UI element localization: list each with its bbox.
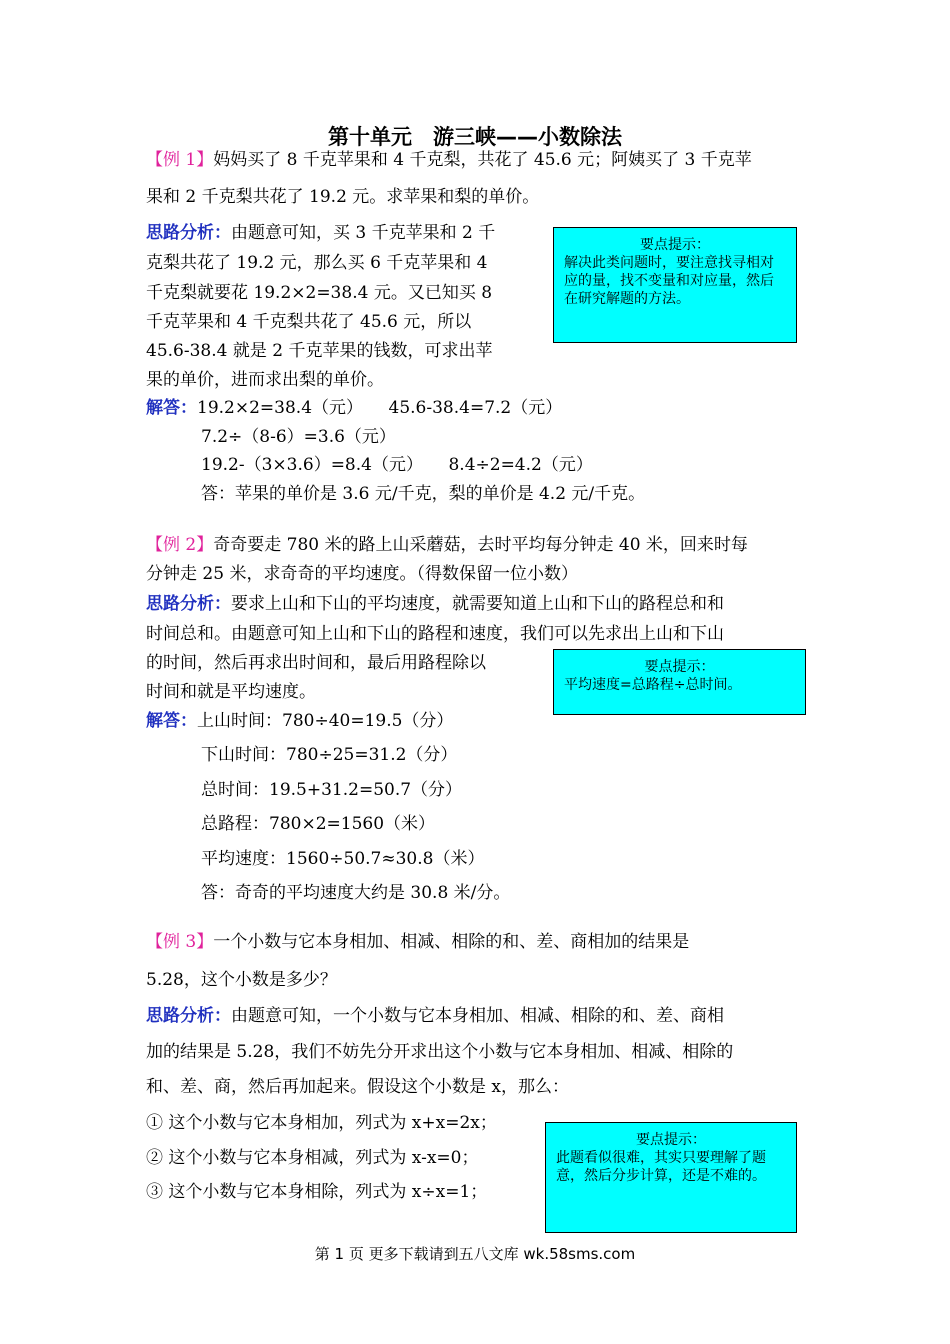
example-3-tip-box <box>545 1122 797 1233</box>
tip-title: 要点提示： <box>636 1132 706 1148</box>
example-1-solution-line-1: 解答：19.2×2=38.4（元） 45.6-38.4=7.2（元） <box>146 398 563 418</box>
example-3-analysis-line-1: 思路分析：由题意可知，一个小数与它本身相加、相减、相除的和、差、商相 <box>146 1006 724 1026</box>
example-2-tip-box <box>553 649 806 715</box>
example-1-analysis-line-6: 果的单价，进而求出梨的单价。 <box>146 370 384 390</box>
example-2-question-line-1: 【例 2】奇奇要走 780 米的路上山采蘑菇，去时平均每分钟走 40 米，回来时每 <box>146 535 748 555</box>
answer-label: 解答： <box>146 711 197 731</box>
tip-body: 平均速度=总路程÷总时间。 <box>564 677 742 693</box>
analysis-label: 思路分析： <box>146 594 231 614</box>
example-3-item-1: ① 这个小数与它本身相加，列式为 x+x=2x； <box>146 1113 497 1133</box>
tip-body: 解决此类问题时，要注意找寻相对应的量，找不变量和对应量，然后在研究解题的方法。 <box>564 255 774 307</box>
example-2-solution-line-2: 下山时间：780÷25=31.2（分） <box>201 745 458 765</box>
example-1-solution-line-2: 7.2÷（8-6）=3.6（元） <box>201 427 396 447</box>
analysis-label: 思路分析： <box>146 223 231 243</box>
example-2-analysis-line-2: 时间总和。由题意可知上山和下山的路程和速度，我们可以先求出上山和下山 <box>146 624 724 644</box>
tip-body: 此题看似很难，其实只要理解了题意，然后分步计算，还是不难的。 <box>556 1150 766 1184</box>
tip-title: 要点提示： <box>644 659 715 675</box>
example-2-solution-line-3: 总时间：19.5+31.2=50.7（分） <box>201 780 463 800</box>
example-2-question-line-2: 分钟走 25 米，求奇奇的平均速度。（得数保留一位小数） <box>146 564 578 584</box>
example-2-analysis-line-1: 思路分析：要求上山和下山的平均速度，就需要知道上山和下山的路程总和和 <box>146 594 724 614</box>
example-2-analysis-line-3: 的时间，然后再求出时间和，最后用路程除以 <box>146 653 486 673</box>
example-2-solution-line-5: 平均速度：1560÷50.7≈30.8（米） <box>201 849 485 869</box>
example-1-solution-line-3: 19.2-（3×3.6）=8.4（元） 8.4÷2=4.2（元） <box>201 455 593 475</box>
example-2-label: 【例 2】 <box>146 535 214 555</box>
example-3-item-2: ② 这个小数与它本身相减，列式为 x-x=0； <box>146 1148 479 1168</box>
example-1-label: 【例 1】 <box>146 150 214 170</box>
example-1-analysis-line-2: 克梨共花了 19.2 元，那么买 6 千克苹果和 4 <box>146 253 488 273</box>
example-3-item-3: ③ 这个小数与它本身相除，列式为 x÷x=1； <box>146 1182 488 1202</box>
example-1-analysis-line-1: 思路分析：由题意可知，买 3 千克苹果和 2 千 <box>146 223 496 243</box>
example-2-solution-line-1: 解答：上山时间：780÷40=19.5（分） <box>146 711 454 731</box>
example-3-analysis-line-3: 和、差、商，然后再加起来。假设这个小数是 x，那么： <box>146 1077 569 1097</box>
example-1-analysis-line-4: 千克苹果和 4 千克梨共花了 45.6 元，所以 <box>146 312 472 332</box>
example-2-solution-line-4: 总路程：780×2=1560（米） <box>201 814 436 834</box>
example-1-question-line-1: 【例 1】妈妈买了 8 千克苹果和 4 千克梨，共花了 45.6 元；阿姨买了 3 千克苹 <box>146 150 752 170</box>
example-1-analysis-line-3: 千克梨就要花 19.2×2=38.4 元。又已知买 8 <box>146 283 493 303</box>
example-1-question-line-2: 果和 2 千克梨共花了 19.2 元。求苹果和梨的单价。 <box>146 187 540 207</box>
example-3-label: 【例 3】 <box>146 932 214 952</box>
analysis-label: 思路分析： <box>146 1006 231 1026</box>
page-title: 第十单元 游三峡——小数除法 <box>328 125 622 149</box>
example-1-analysis-line-5: 45.6-38.4 就是 2 千克苹果的钱数，可求出苹 <box>146 341 493 361</box>
tip-title: 要点提示： <box>640 237 710 253</box>
example-3-analysis-line-2: 加的结果是 5.28，我们不妨先分开求出这个小数与它本身相加、相减、相除的 <box>146 1042 734 1062</box>
example-3-question-line-2: 5.28，这个小数是多少？ <box>146 970 337 990</box>
example-3-question-line-1: 【例 3】一个小数与它本身相加、相减、相除的和、差、商相加的结果是 <box>146 932 690 952</box>
example-1-tip-box <box>553 227 797 343</box>
example-2-analysis-line-4: 时间和就是平均速度。 <box>146 682 316 702</box>
example-2-solution-line-6: 答：奇奇的平均速度大约是 30.8 米/分。 <box>201 883 511 903</box>
answer-label: 解答： <box>146 398 197 418</box>
example-1-solution-line-4: 答：苹果的单价是 3.6 元/千克，梨的单价是 4.2 元/千克。 <box>201 484 646 504</box>
page-footer: 第 1 页 更多下载请到五八文库 wk.58sms.com <box>314 1245 636 1263</box>
